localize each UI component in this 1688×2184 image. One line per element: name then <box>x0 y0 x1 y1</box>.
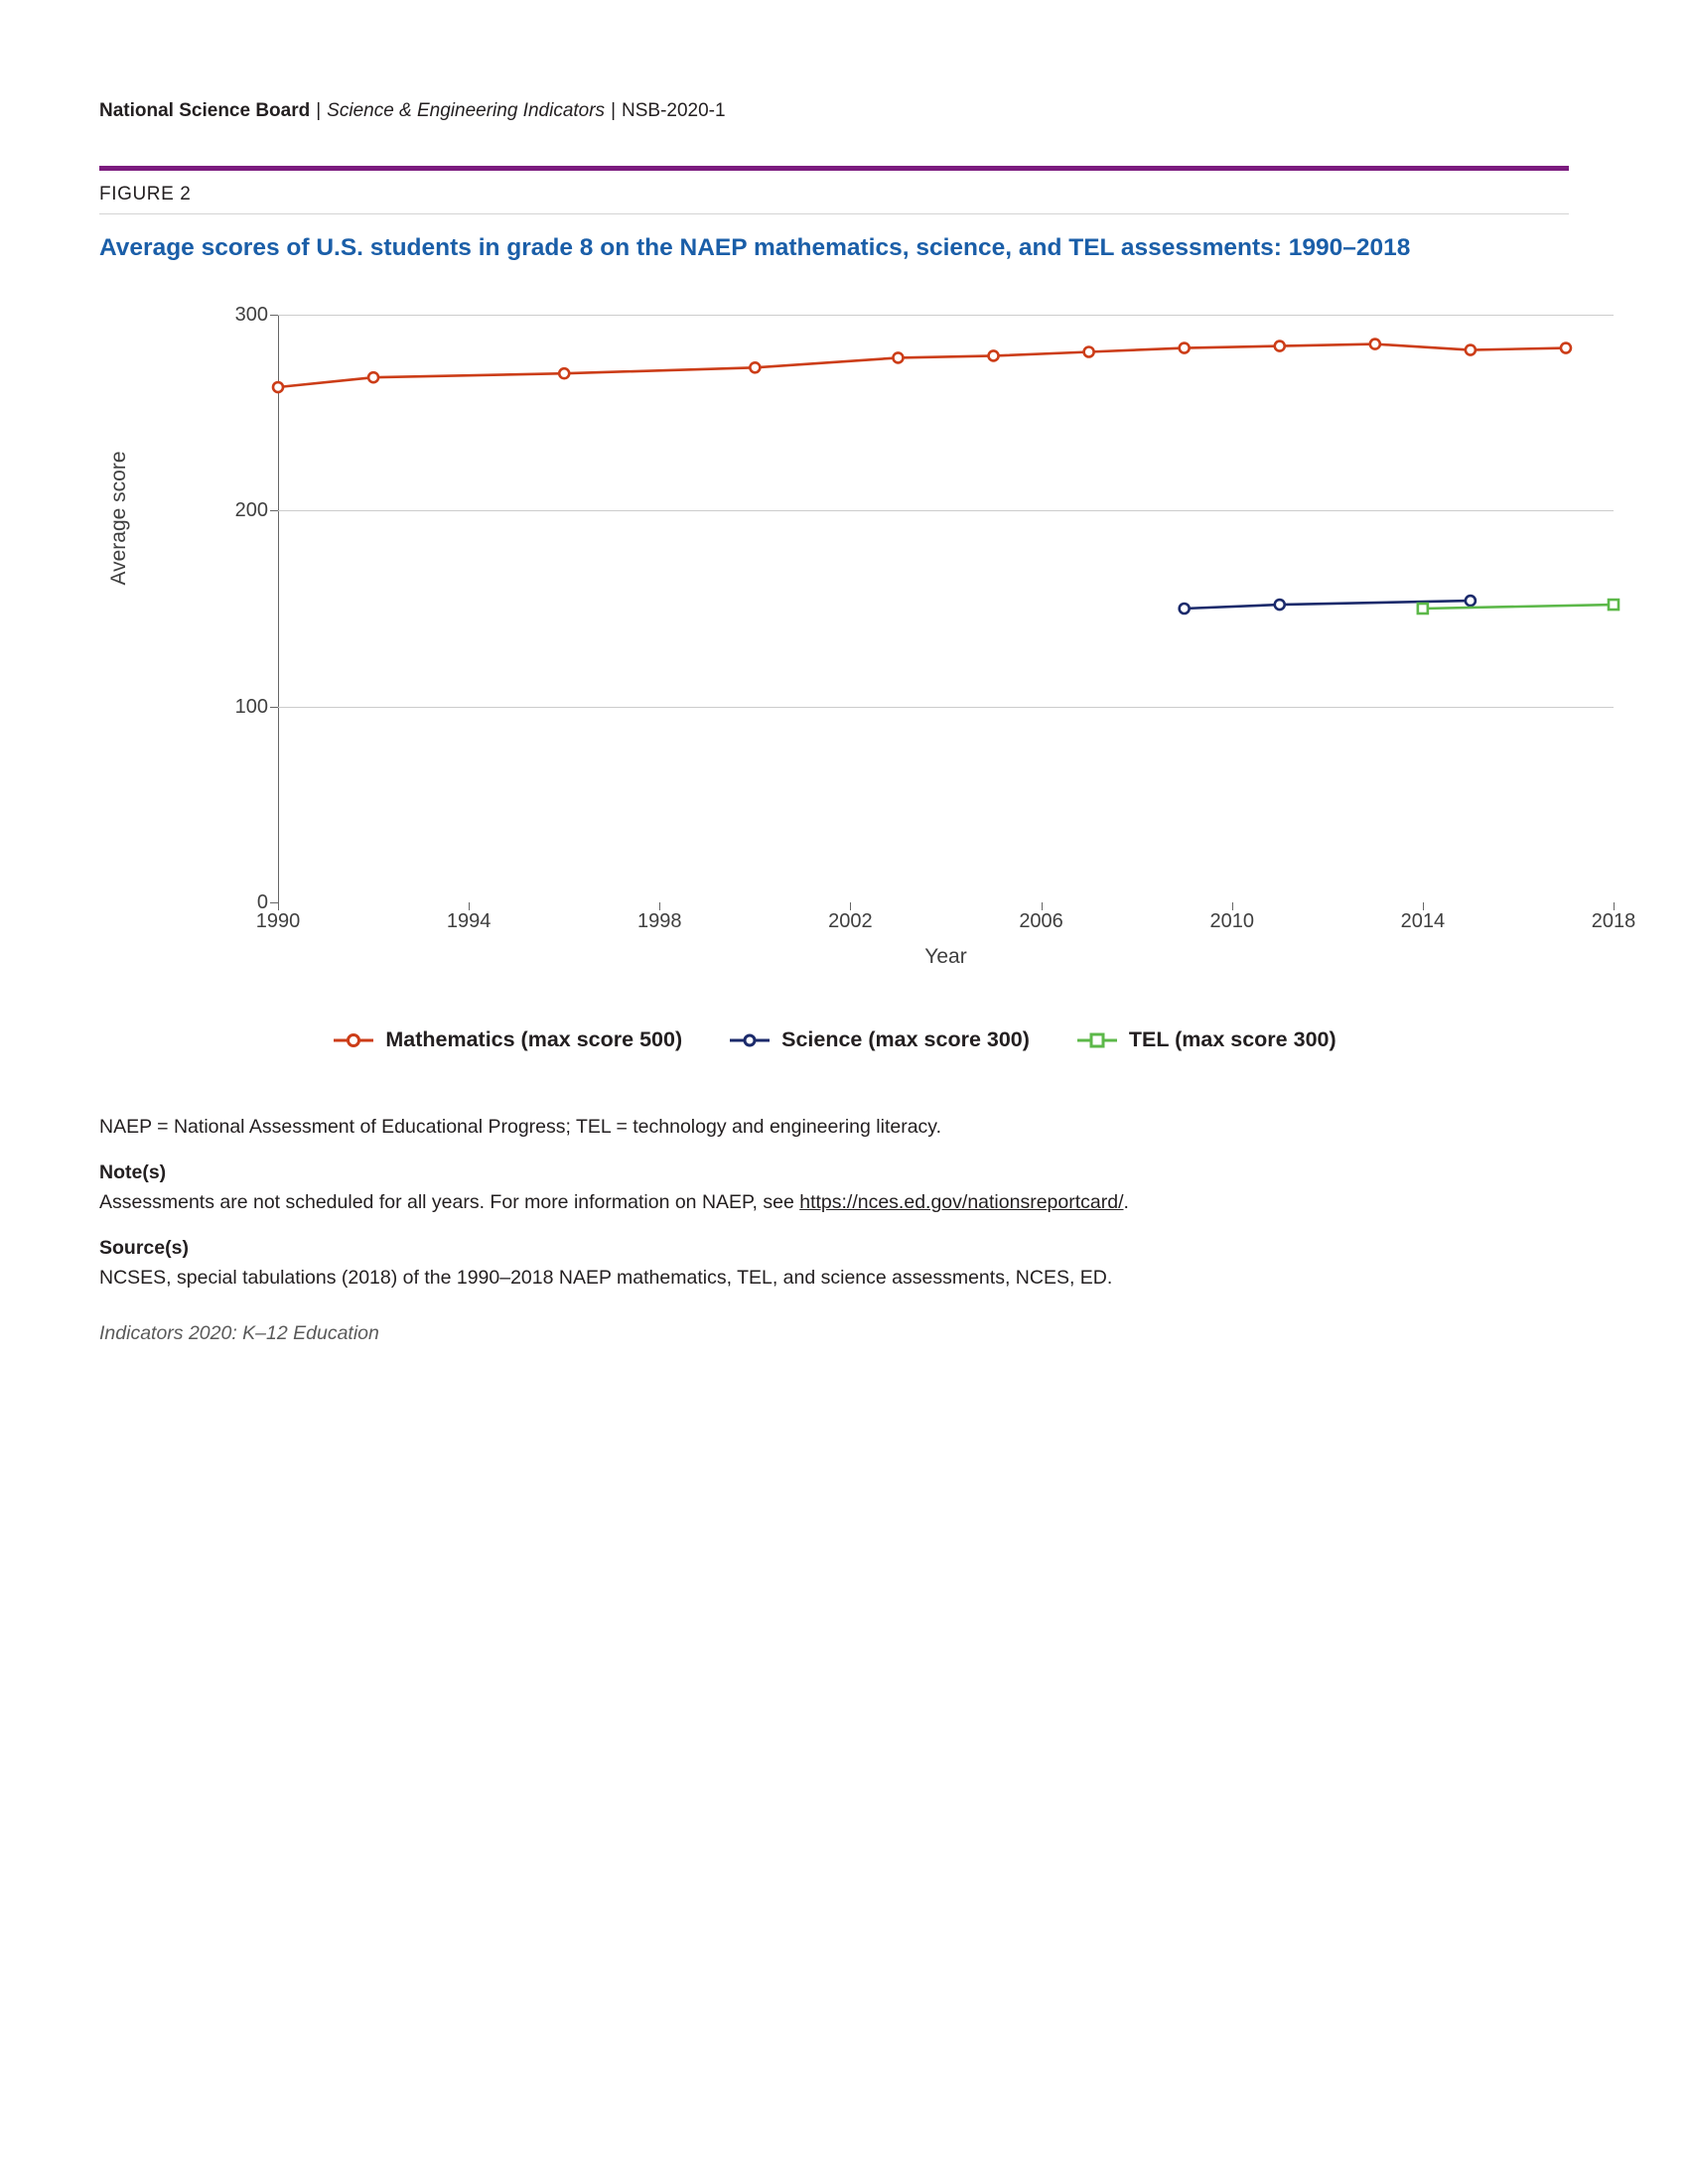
legend-label-tel: TEL (max score 300) <box>1128 1027 1336 1051</box>
data-point <box>1561 343 1571 353</box>
legend-label-mathematics: Mathematics (max score 500) <box>385 1027 683 1051</box>
series-1 <box>1180 596 1476 614</box>
x-tick-mark <box>278 902 279 910</box>
y-tick-mark <box>270 315 278 316</box>
series-layer <box>278 315 1614 902</box>
legend-marker-science <box>728 1031 772 1049</box>
notes-text-before: Assessments are not scheduled for all years. For more information on NAEP, see <box>99 1191 800 1213</box>
x-tick-label: 2018 <box>1591 910 1636 932</box>
x-tick-mark <box>1042 902 1043 910</box>
chart-legend <box>99 1027 1569 1052</box>
notes-text <box>99 1187 1509 1217</box>
data-point <box>368 372 378 382</box>
gridline <box>278 510 1614 511</box>
legend-marker-tel <box>1075 1031 1119 1049</box>
x-tick-mark <box>1614 902 1615 910</box>
organization-name: National Science Board <box>99 100 311 121</box>
data-point <box>1180 604 1190 614</box>
header-separator-2: | <box>611 100 616 121</box>
data-point <box>893 352 903 362</box>
source-heading: Source(s) <box>99 1237 189 1259</box>
legend-item-tel[interactable] <box>1075 1027 1336 1052</box>
legend-marker-mathematics <box>332 1031 375 1049</box>
data-point <box>1418 604 1428 614</box>
divider-rule <box>99 213 1569 214</box>
data-point <box>559 368 569 378</box>
nationsreportcard-link[interactable]: https://nces.ed.gov/nationsreportcard/ <box>799 1191 1124 1213</box>
header-separator-1: | <box>316 100 322 121</box>
x-tick-label: 2010 <box>1209 910 1254 932</box>
y-tick-label: 100 <box>234 695 268 718</box>
y-tick-mark <box>270 902 278 903</box>
y-tick-label: 0 <box>256 891 268 913</box>
y-axis-title: Average score <box>107 451 130 586</box>
y-tick-label: 300 <box>234 304 268 326</box>
source-text: NCSES, special tabulations (2018) of the 1990–2018 NAEP mathematics, TEL, and science assessments, NCES, ED. <box>99 1267 1113 1289</box>
x-tick-mark <box>1232 902 1233 910</box>
x-tick-label: 2002 <box>828 910 873 932</box>
notes-section <box>99 1158 1509 1217</box>
x-tick-mark <box>469 902 470 910</box>
indicator-reference: Indicators 2020: K–12 Education <box>99 1322 379 1344</box>
x-tick-mark <box>659 902 660 910</box>
y-tick-mark <box>270 707 278 708</box>
data-point <box>1275 341 1285 351</box>
source-section <box>99 1233 1509 1293</box>
y-tick-mark <box>270 510 278 511</box>
data-point <box>273 382 283 392</box>
x-tick-label: 2006 <box>1019 910 1063 932</box>
publication-header <box>99 99 1569 123</box>
data-point <box>1370 340 1380 349</box>
notes-text-after: . <box>1123 1191 1129 1213</box>
legend-item-science[interactable] <box>728 1027 1030 1052</box>
x-tick-label: 2014 <box>1400 910 1446 932</box>
data-point <box>1466 345 1476 355</box>
publication-name: Science & Engineering Indicators <box>327 100 606 121</box>
gridline <box>278 315 1614 316</box>
x-tick-label: 1994 <box>446 910 492 932</box>
x-tick-mark <box>1423 902 1424 910</box>
figure-label: FIGURE 2 <box>99 184 192 205</box>
legend-label-science: Science (max score 300) <box>781 1027 1030 1051</box>
legend-item-mathematics[interactable] <box>332 1027 682 1052</box>
chart <box>99 278 1636 968</box>
data-point <box>1275 600 1285 610</box>
x-tick-label: 1998 <box>637 910 682 932</box>
y-tick-label: 200 <box>234 499 268 522</box>
accent-rule <box>99 166 1569 171</box>
report-id: NSB-2020-1 <box>622 100 726 121</box>
x-axis-title: Year <box>924 945 967 968</box>
series-0 <box>273 340 1571 392</box>
x-tick-mark <box>850 902 851 910</box>
data-point <box>989 350 999 360</box>
figure-title: Average scores of U.S. students in grade 8 on the NAEP mathematics, science, and TEL assessments: 1990–2018 <box>99 234 1411 261</box>
data-point <box>1609 600 1618 610</box>
figure-notes <box>99 1112 1509 1348</box>
notes-heading: Note(s) <box>99 1161 167 1183</box>
data-point <box>1466 596 1476 606</box>
data-point <box>1084 346 1094 356</box>
abbreviations: NAEP = National Assessment of Educational Progress; TEL = technology and engineering literacy. <box>99 1116 942 1138</box>
plot-area <box>234 304 1636 932</box>
data-point <box>750 362 760 372</box>
x-tick-label: 1990 <box>255 910 301 932</box>
gridline <box>278 707 1614 708</box>
data-point <box>1180 343 1190 353</box>
